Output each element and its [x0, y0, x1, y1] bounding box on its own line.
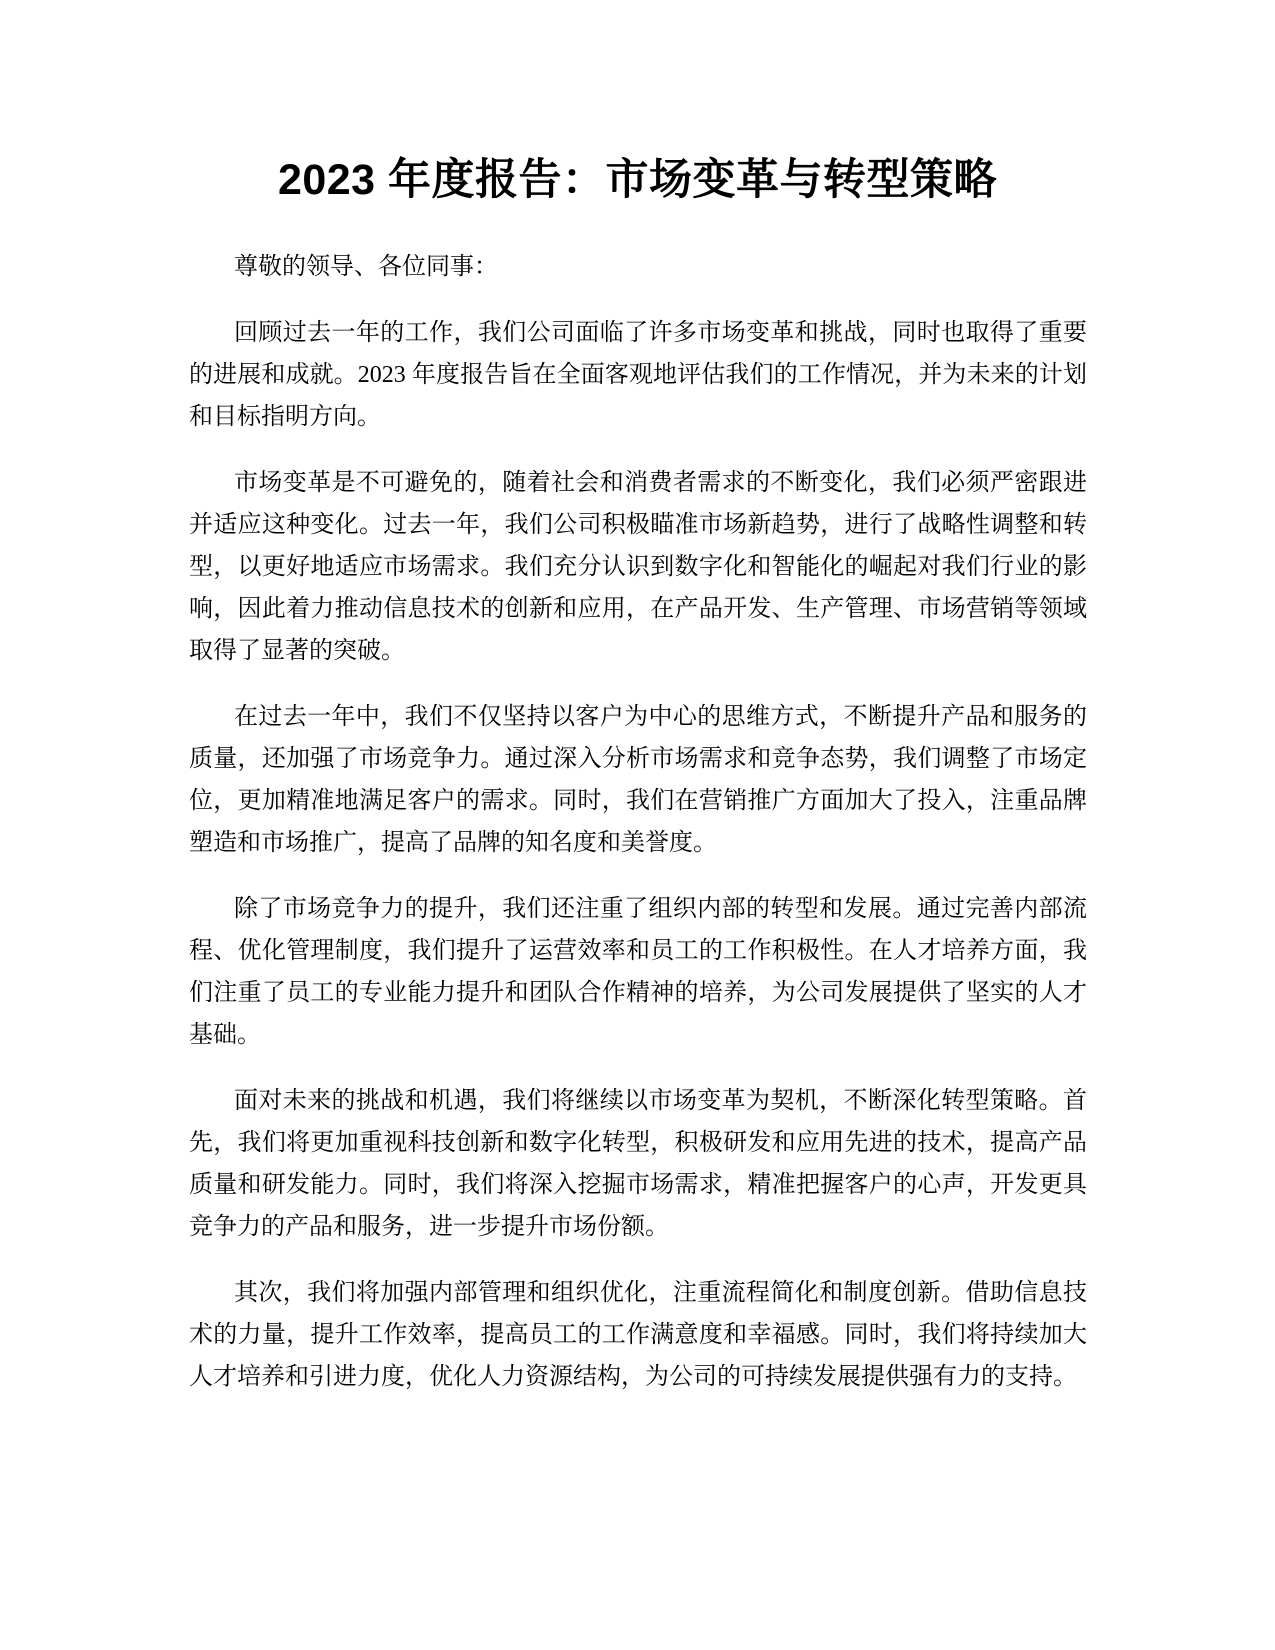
paragraph-market-change: 市场变革是不可避免的，随着社会和消费者需求的不断变化，我们必须严密跟进并适应这种变化。过去一年，我们公司积极瞄准市场新趋势，进行了战略性调整和转型，以更好地适应市场需求。我们充分认识到数字化和智能化的崛起对我们行业的影响，因此着力推动信息技术的创新和应用，在产品开发、生产管理、市场营销等领域取得了显著的突破。 — [189, 470, 1087, 664]
paragraph-review: 回顾过去一年的工作，我们公司面临了许多市场变革和挑战，同时也取得了重要的进展和成就。2023 年度报告旨在全面客观地评估我们的工作情况，并为未来的计划和目标指明方向。 — [189, 320, 1087, 430]
document-title: 2023 年度报告：市场变革与转型策略 — [277, 156, 998, 204]
greeting: 尊敬的领导、各位同事： — [234, 254, 498, 280]
document-body — [189, 246, 1087, 1422]
paragraph-organization: 除了市场竞争力的提升，我们还注重了组织内部的转型和发展。通过完善内部流程、优化管理制度，我们提升了运营效率和员工的工作积极性。在人才培养方面，我们注重了员工的专业能力提升和团队合作精神的培养，为公司发展提供了坚实的人才基础。 — [189, 896, 1087, 1048]
paragraph-future-strategy: 面对未来的挑战和机遇，我们将继续以市场变革为契机，不断深化转型策略。首先，我们将更加重视科技创新和数字化转型，积极研发和应用先进的技术，提高产品质量和研发能力。同时，我们将深入挖掘市场需求，精准把握客户的心声，开发更具竞争力的产品和服务，进一步提升市场份额。 — [189, 1088, 1087, 1240]
paragraph-customer-focus: 在过去一年中，我们不仅坚持以客户为中心的思维方式，不断提升产品和服务的质量，还加强了市场竞争力。通过深入分析市场需求和竞争态势，我们调整了市场定位，更加精准地满足客户的需求。同时，我们在营销推广方面加大了投入，注重品牌塑造和市场推广，提高了品牌的知名度和美誉度。 — [189, 704, 1087, 856]
paragraph-internal-management: 其次，我们将加强内部管理和组织优化，注重流程简化和制度创新。借助信息技术的力量，提升工作效率，提高员工的工作满意度和幸福感。同时，我们将持续加大人才培养和引进力度，优化人力资源结构，为公司的可持续发展提供强有力的支持。 — [189, 1280, 1087, 1390]
